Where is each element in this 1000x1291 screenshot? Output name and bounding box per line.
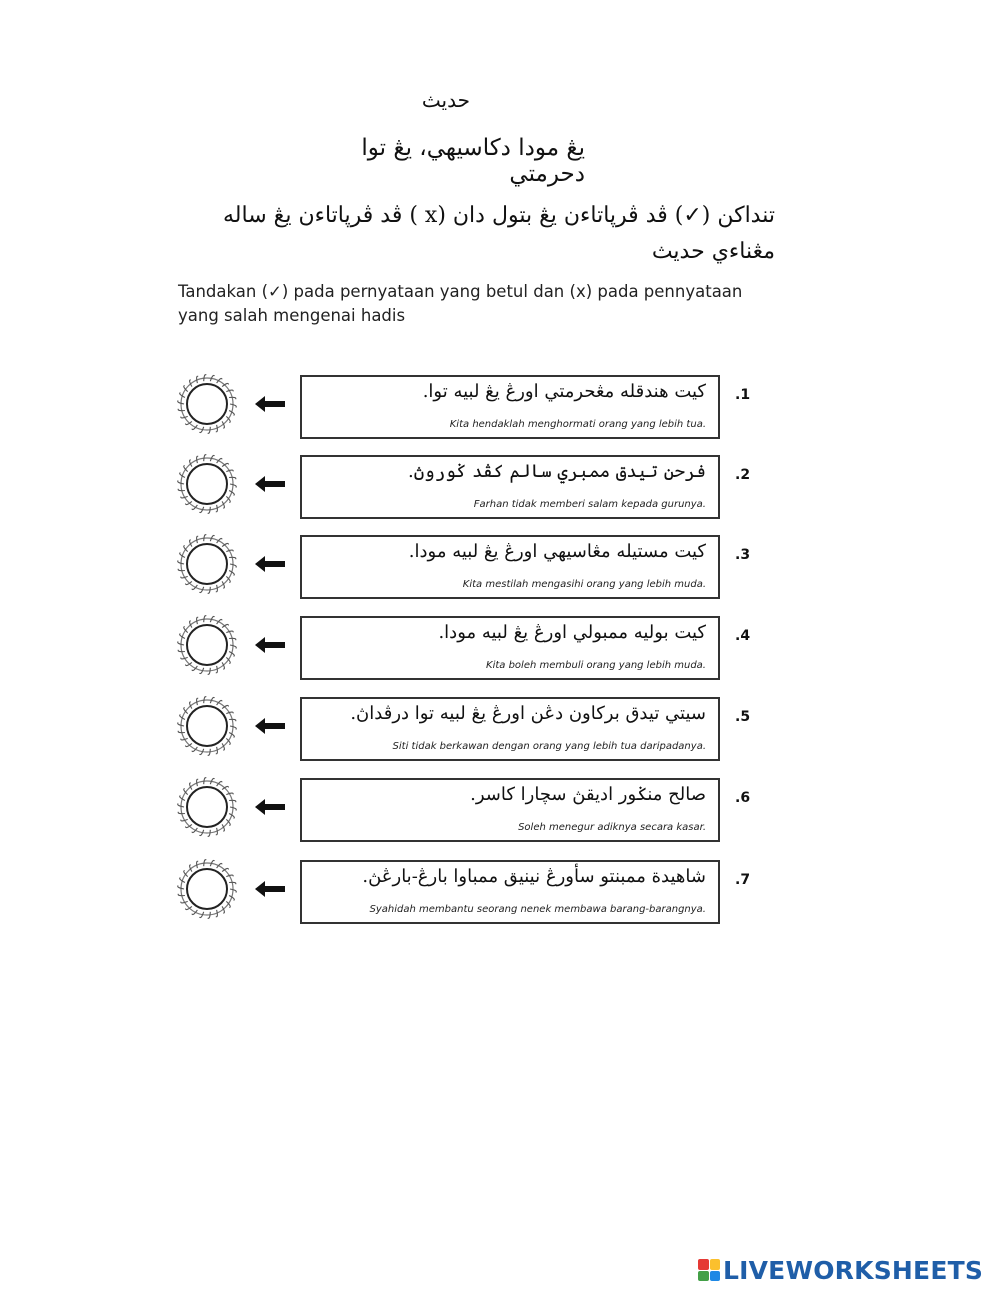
arrow-left-icon: [255, 717, 285, 735]
statement-row: [170, 452, 750, 522]
statement-rumi: Farhan tidak memberi salam kepada gurunya.: [473, 499, 706, 510]
answer-circle[interactable]: [175, 694, 239, 758]
statement-row: [170, 694, 750, 764]
answer-circle[interactable]: [175, 857, 239, 921]
liveworksheets-logo: [698, 1255, 983, 1285]
brand-text: LIVEWORKSHEETS: [723, 1255, 984, 1285]
statement-jawi: کيت بوليه ممبولي اورڠ يڠ لبيه مودا.: [438, 622, 706, 643]
statement-number: .1: [735, 387, 751, 403]
statement-box: [300, 860, 720, 924]
statement-number: .6: [735, 790, 751, 806]
statement-rumi: Kita hendaklah menghormati orang yang lebih tua.: [449, 419, 706, 430]
statement-jawi: کيت مستيله مڠاسيهي اورڠ يڠ لبيه مودا.: [408, 541, 706, 562]
statement-row: [170, 775, 750, 845]
statement-box: [300, 616, 720, 680]
statement-jawi: سيتي تيدق برکاون دڠن اورڠ يڠ لبيه توا درڤداڽ.: [350, 703, 706, 724]
statement-box: [300, 535, 720, 599]
arrow-left-icon: [255, 475, 285, 493]
statement-box: [300, 375, 720, 439]
arrow-left-icon: [255, 395, 285, 413]
statement-jawi: فرحن تيدق ممبري سالم کڤد ݢوروڽ.: [407, 461, 706, 482]
answer-circle[interactable]: [175, 452, 239, 516]
arrow-left-icon: [255, 880, 285, 898]
logo-square-blue: [710, 1271, 721, 1282]
page-title: حديث: [421, 88, 470, 112]
statement-row: [170, 532, 750, 602]
arrow-left-icon: [255, 798, 285, 816]
answer-circle[interactable]: [175, 372, 239, 436]
statement-number: .3: [735, 547, 751, 563]
statement-number: .5: [735, 709, 751, 725]
statement-rumi: Syahidah membantu seorang nenek membawa barang-barangnya.: [369, 904, 706, 915]
statement-row: [170, 372, 750, 442]
answer-circle[interactable]: [175, 613, 239, 677]
statement-box: [300, 778, 720, 842]
statement-jawi: صالح منݢور اديقڽ سچارا کاسر.: [470, 784, 706, 805]
statement-row: [170, 857, 750, 927]
instruction-rumi: Tandakan (✓) pada pernyataan yang betul dan (x) pada pennyataan yang salah mengenai hadis: [178, 282, 743, 325]
statement-number: .7: [735, 872, 751, 888]
statement-number: .4: [735, 628, 751, 644]
statement-rumi: Soleh menegur adiknya secara kasar.: [518, 822, 706, 833]
logo-icon: [698, 1259, 720, 1281]
statement-jawi: شاهيدة ممبنتو سأورڠ نينيق ممباوا بارڠ-بارڠڽ.: [362, 866, 706, 887]
arrow-left-icon: [255, 636, 285, 654]
instruction-jawi: تنداکن (✓) ڤد ڤرڽاتاءن يڠ بتول دان (x ) ڤد ڤرڽاتاءن يڠ ساله مڠناءي حديث: [223, 203, 775, 264]
page-subtitle: يڠ مودا دكاسيهي، يڠ توا دحرمتي: [361, 135, 585, 187]
logo-square-green: [698, 1271, 709, 1282]
statement-number: .2: [735, 467, 751, 483]
statement-rumi: Siti tidak berkawan dengan orang yang lebih tua daripadanya.: [392, 741, 706, 752]
logo-square-red: [698, 1259, 709, 1270]
arrow-left-icon: [255, 555, 285, 573]
statement-row: [170, 613, 750, 683]
statement-box: [300, 455, 720, 519]
answer-circle[interactable]: [175, 775, 239, 839]
statement-rumi: Kita boleh membuli orang yang lebih muda.: [486, 660, 706, 671]
statement-jawi: کيت هندقله مڠحرمتي اورڠ يڠ لبيه توا.: [422, 381, 706, 402]
statement-box: [300, 697, 720, 761]
statement-rumi: Kita mestilah mengasihi orang yang lebih muda.: [462, 579, 706, 590]
logo-square-yellow: [710, 1259, 721, 1270]
answer-circle[interactable]: [175, 532, 239, 596]
